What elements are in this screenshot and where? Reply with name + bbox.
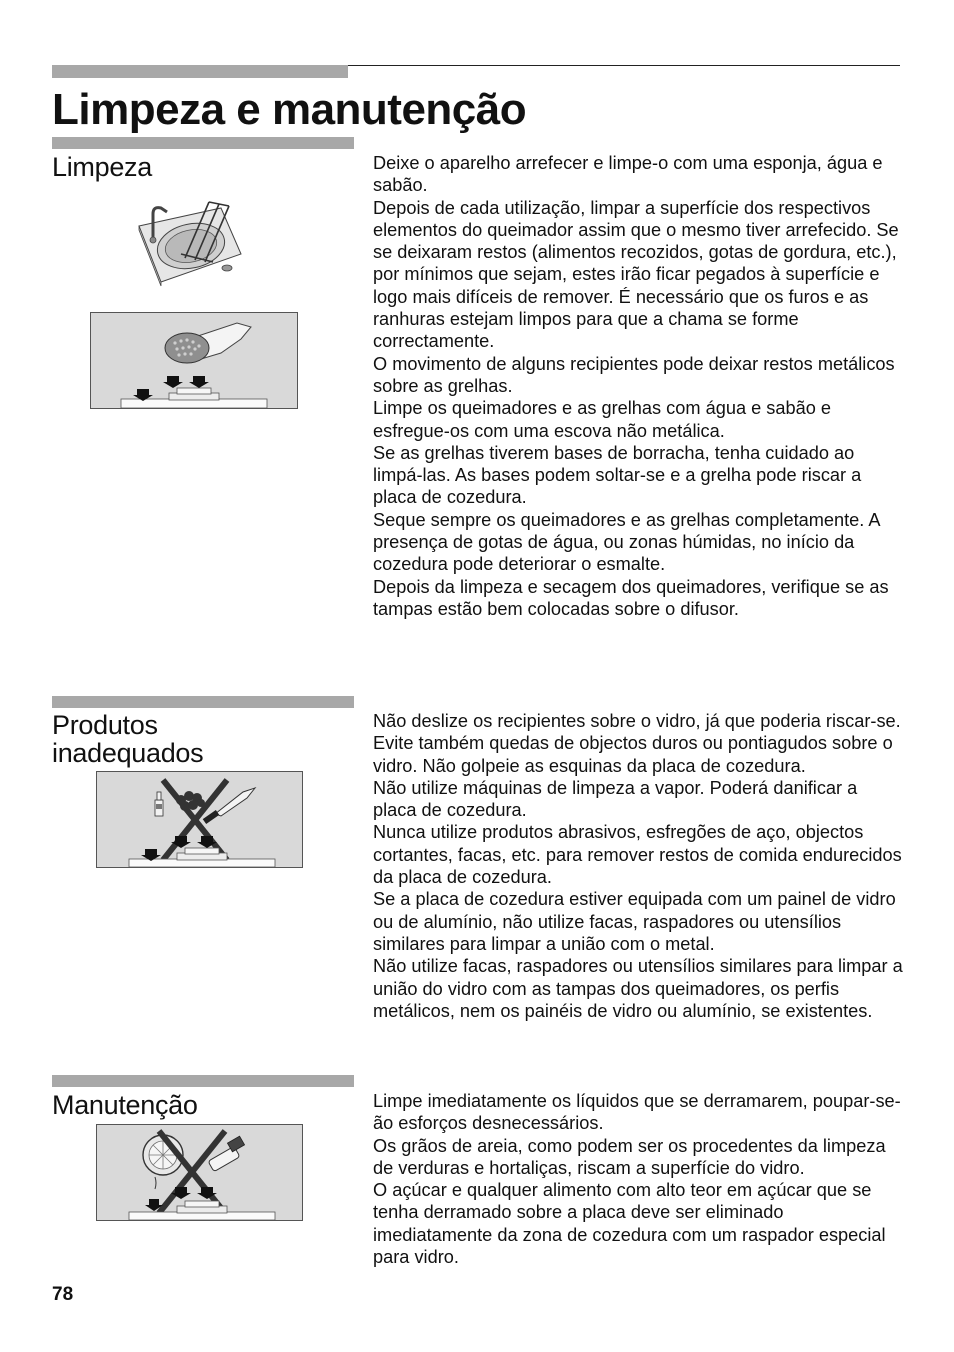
section-body-manutencao [373, 1090, 903, 1268]
page-title: Limpeza e manutenção [52, 85, 527, 134]
paragraph: O açúcar e qualquer alimento com alto teor em açúcar que se tenha derramado sobre a placa deve ser eliminado imediatamente da zona de cozedura com um raspador especial para vidro. [373, 1180, 886, 1268]
section-title-limpeza: Limpeza [52, 152, 152, 182]
paragraph: Limpe imediatamente os líquidos que se derramarem, poupar-se-ão esforços desnecessários. [373, 1091, 901, 1134]
paragraph: Depois de cada utilização, limpar a superfície dos respectivos elementos do queimador assim que o mesmo tiver arrefecido. Se se deixaram restos (alimentos recozidos, gotas de gordura, etc.), por mínimos que sejam, estes irão ficar pegados à superfície e logo mais difíceis de remover. É necessário que os furos e as ranhuras estejam limpos para que a chama se forme correctamente. [373, 197, 899, 352]
section-bar-produtos [52, 696, 354, 708]
section-title-produtos: Produtos inadequados [52, 710, 204, 768]
paragraph: O movimento de alguns recipientes pode deixar restos metálicos sobre as grelhas. [373, 353, 895, 396]
page-number: 78 [52, 1284, 74, 1305]
section-body-produtos [373, 710, 903, 1022]
section-bar-limpeza [52, 137, 354, 149]
paragraph: Limpe os queimadores e as grelhas com água e sabão e esfregue-os com uma escova não metálica. [373, 398, 831, 441]
paragraph: Não deslize os recipientes sobre o vidro, já que poderia riscar-se. Evite também quedas de objectos duros ou pontiagudos sobre o vidro. Não golpeie as esquinas da placa de cozedura. [373, 711, 901, 776]
sink-with-grate-illustration [135, 196, 245, 288]
paragraph: Seque sempre os queimadores e as grelhas completamente. A presença de gotas de água, ou zonas húmidas, no início da cozedura pode deteriorar o esmalte. [373, 509, 880, 575]
crossed-out-cleaning-tools-illustration [96, 771, 303, 868]
paragraph: Deixe o aparelho arrefecer e limpe-o com uma esponja, água e sabão. [373, 153, 883, 196]
section-bar-manutencao [52, 1075, 354, 1087]
paragraph: Não utilize facas, raspadores ou utensílios similares para limpar a união do vidro com as tampas dos queimadores, os perfis metálicos, nem os painéis de vidro ou alumínio, se existentes. [373, 956, 903, 1021]
paragraph: Se as grelhas tiverem bases de borracha, tenha cuidado ao limpá-las. As bases podem soltar-se e a grelha pode riscar a placa de cozedura. [373, 442, 862, 508]
paragraph: Não utilize máquinas de limpeza a vapor. Poderá danificar a placa de cozedura. [373, 777, 858, 821]
paragraph: Depois da limpeza e secagem dos queimadores, verifique se as tampas estão bem colocadas sobre o difusor. [373, 576, 889, 619]
paragraph: Se a placa de cozedura estiver equipada com um painel de vidro ou de alumínio, não utilize facas, raspadores ou utensílios similares para limpar a união com o metal. [373, 889, 896, 954]
paragraph: Nunca utilize produtos abrasivos, esfregões de aço, objectos cortantes, facas, etc. para remover restos de comida endurecidos da placa de cozedura. [373, 822, 902, 888]
section-body-limpeza [373, 152, 903, 620]
header-bar [52, 65, 348, 78]
section-title-manutencao: Manutenção [52, 1090, 198, 1120]
sponge-cleaning-burner-illustration [90, 312, 298, 409]
paragraph: Os grãos de areia, como podem ser os procedentes da limpeza de verduras e hortaliças, riscam a superfície do vidro. [373, 1135, 886, 1178]
header-rule [348, 65, 900, 66]
crossed-out-lemon-and-scraper-illustration [96, 1124, 303, 1221]
